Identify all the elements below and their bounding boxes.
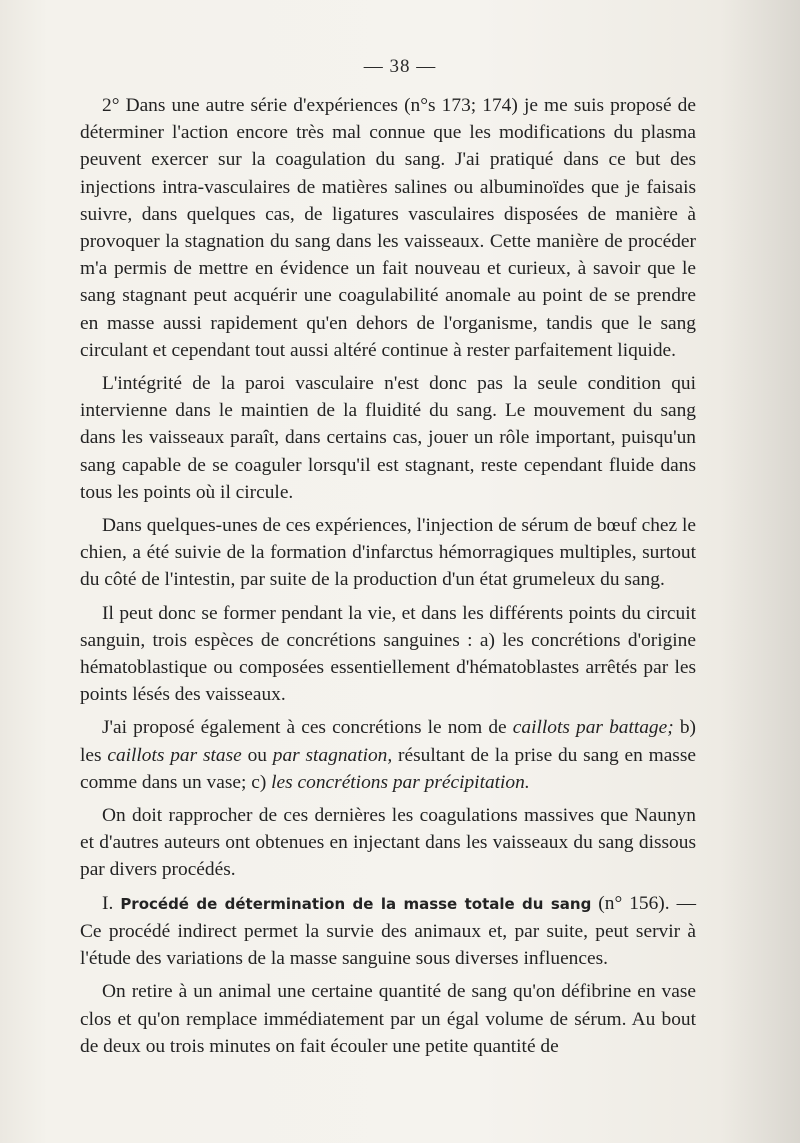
paragraph-5-italic-1: caillots par battage; [512, 717, 674, 739]
paragraph-5-italic-3: par stagnation, [272, 744, 393, 766]
section-heading: Procédé de détermination de la masse totale du sang [120, 894, 592, 913]
paragraph-1: 2° Dans une autre série d'expériences (n°s 173; 174) je me suis proposé de déterminer l'action encore très mal connue que les modifications du plasma peuvent exercer sur la coagulation du sang. J'ai pratiqué dans ce but des injections intra-vasculaires de matières salines ou albuminoïdes que je faisais suivre, dans quelques cas, de ligatures vasculaires disposées de manière à provoquer la stagnation du sang dans les vaisseaux. Cette manière de procéder m'a permis de mettre en évidence un fait nouveau et curieux, à savoir que le sang stagnant peut acquérir une coagulabilité anomale au point de se prendre en masse aussi rapidement qu'en dehors de l'organisme, tandis que le sang circulant et cependant tout aussi altéré continue à rester parfaitement liquide. [80, 95, 696, 361]
paragraph-5 [80, 714, 696, 796]
paragraph-7-text: (n° 156). — Ce procédé indirect permet la survie des animaux et, par suite, peut servir à l'étude des variations de la masse sanguine sous diverses influences. [80, 892, 696, 970]
page-number: — 38 — [363, 56, 437, 77]
paragraph-5-italic-2: caillots par stase [107, 744, 242, 766]
paragraph-7 [80, 890, 696, 973]
paragraph-6: On doit rapprocher de ces dernières les coagulations massives que Naunyn et d'autres auteurs ont obtenues en injectant dans les vaisseaux du sang dissous par divers procédés. [80, 805, 696, 881]
paragraph-5-text-a: J'ai proposé également à ces concrétions le nom de [102, 717, 513, 739]
paragraph-5-italic-4: les concrétions par précipitation. [271, 771, 530, 793]
paragraph-5-text-b: b) les [80, 717, 696, 766]
paragraph-5-text-d: résultant de la prise du sang en masse comme dans un vase; c) [80, 744, 697, 793]
body-text [80, 92, 696, 1066]
paragraph-2: L'intégrité de la paroi vasculaire n'est donc pas la seule condition qui intervienne dans le maintien de la fluidité du sang. Le mouvement du sang dans les vaisseaux paraît, dans certains cas, jouer un rôle important, puisqu'un sang capable de se coaguler lorsqu'il est stagnant, reste cependant fluide dans tous les points où il circule. [80, 373, 696, 503]
paragraph-4: Il peut donc se former pendant la vie, et dans les différents points du circuit sanguin, trois espèces de concrétions sanguines : a) les concrétions d'origine hématoblastique ou composées essentiellement d'hématoblastes arrêtés par les points lésés des vaisseaux. [80, 602, 696, 706]
paragraph-3: Dans quelques-unes de ces expériences, l'injection de sérum de bœuf chez le chien, a été suivie de la formation d'infarctus hémorragiques multiples, surtout du côté de l'intestin, par suite de la production d'un état grumeleux du sang. [80, 515, 696, 591]
paragraph-8: On retire à un animal une certaine quantité de sang qu'on défibrine en vase clos et qu'on remplace immédiatement par un égal volume de sérum. Au bout de deux ou trois minutes on fait écouler une petite quantité de [80, 981, 696, 1057]
paragraph-5-text-c: ou [241, 744, 273, 766]
section-number: I. [102, 892, 121, 914]
